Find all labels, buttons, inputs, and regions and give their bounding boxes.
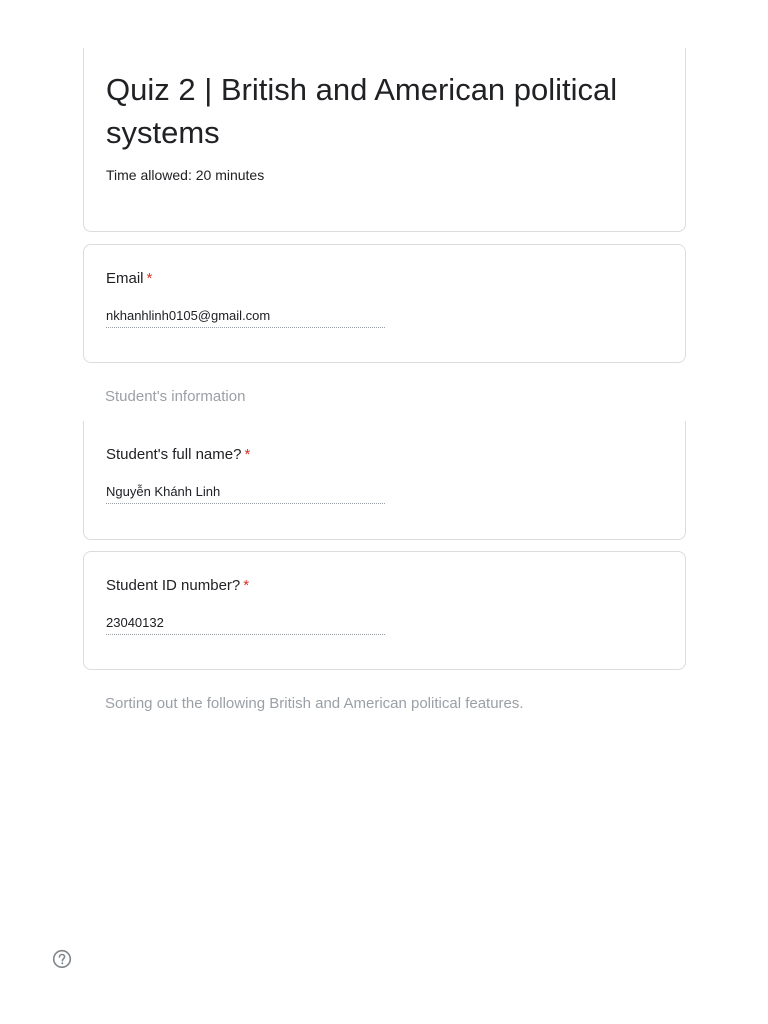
required-asterisk: * — [146, 270, 153, 287]
student-id-answer: 23040132 — [106, 614, 385, 635]
help-circle-icon[interactable] — [52, 949, 72, 969]
student-id-question-label — [106, 576, 249, 596]
full-name-answer: Nguyễn Khánh Linh — [106, 483, 385, 504]
help-circle-icon-svg — [52, 949, 72, 969]
email-question-label — [106, 269, 152, 289]
email-answer: nkhanhlinh0105@gmail.com — [106, 307, 385, 328]
section-sorting-description: Sorting out the following British and American political features. — [105, 695, 524, 712]
full-name-label-text: Student's full name? — [106, 446, 242, 463]
email-question-card — [83, 244, 686, 363]
student-id-label-text: Student ID number? — [106, 577, 241, 594]
student-id-question-card — [83, 551, 686, 670]
section-student-information: Student's information — [105, 388, 246, 405]
full-name-question-label — [106, 445, 250, 465]
full-name-question-card — [83, 421, 686, 540]
form-header-card — [83, 48, 686, 232]
form-title: Quiz 2 | British and American political systems — [106, 72, 618, 150]
email-label-text: Email — [106, 270, 144, 287]
form-description: Time allowed: 20 minutes — [106, 167, 265, 183]
required-asterisk: * — [243, 577, 250, 594]
required-asterisk: * — [244, 446, 251, 463]
